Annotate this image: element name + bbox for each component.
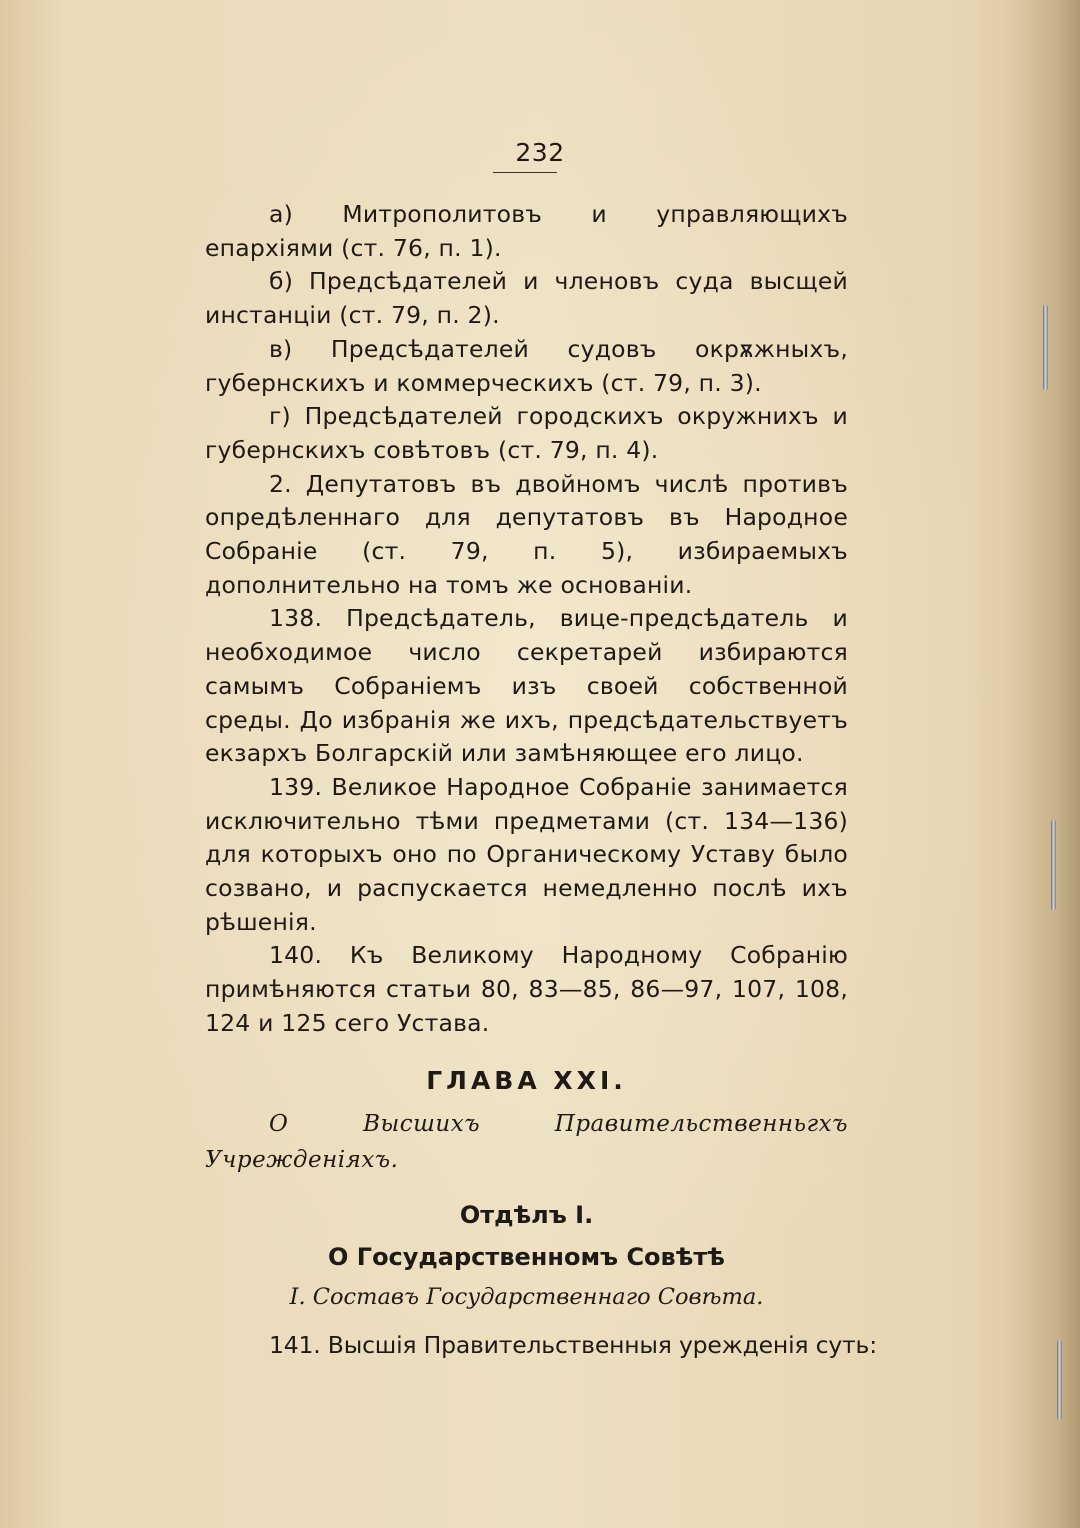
paragraph-article-141: 141. Высшія Правительственныя урежденія суть:: [269, 1330, 877, 1359]
page-number: 232: [515, 138, 565, 167]
binding-staple: [1051, 820, 1056, 910]
paragraph-article-139: 139. Великое Народное Собраніе занимается исключительно тѣми предметами (ст. 134—136) для которыхъ оно по Органическому Уставу было созвано, и распускается немедленно послѣ ихъ рѣшенія.: [205, 772, 848, 936]
main-text: [205, 198, 877, 1362]
binding-staple: [1043, 305, 1048, 390]
binding-staple: [1057, 1340, 1062, 1420]
paragraph-item-v: в) Предсѣдателей судовъ окрѫжныхъ, губернскихъ и коммерческихъ (ст. 79, п. 3).: [205, 334, 848, 397]
paragraph-article-138: 138. Предсѣдатель, вице-предсѣдатель и необходимое число секретарей избираются самымъ Собраніемъ изъ своей собственной среды. До избранія же ихъ, предсѣдательствуетъ екзархъ Болгарскій или замѣняющее его лицо.: [205, 604, 848, 768]
paragraph-item-b: б) Предсѣдателей и членовъ суда высщей инстанціи (ст. 79, п. 2).: [205, 267, 848, 330]
chapter-subtitle: О Высшихъ Правительственньгхъ Учрежденіяхъ.: [205, 1110, 848, 1173]
section-title: Отдѣлъ I.: [459, 1200, 594, 1229]
page-edge-shadow: [1010, 0, 1080, 1528]
paragraph-article-140: 140. Къ Великому Народному Собранію примѣняются статьи 80, 83—85, 86—97, 107, 108, 124 и 125 сего Устава.: [205, 941, 848, 1037]
section-subheading: I. Составъ Государственнаго Совѣта.: [289, 1283, 764, 1310]
chapter-title: ГЛАВА XXI.: [426, 1065, 627, 1095]
paragraph-item-g: г) Предсѣдателей городскихъ окружнихъ и губернскихъ совѣтовъ (ст. 79, п. 4).: [205, 402, 848, 464]
section-heading: О Государственномъ Совѣтѣ: [328, 1242, 725, 1271]
paragraph-item-2: 2. Депутатовъ въ двойномъ числѣ противъ опредѣленнаго для депутатовъ въ Народное Собраніе (ст. 79, п. 5), избираемыхъ дополнительно на томъ же основаніи.: [205, 469, 848, 599]
paragraph-item-a: а) Митрополитовъ и управляющихъ епархіями (ст. 76, п. 1).: [205, 200, 848, 262]
page-number-underline: [493, 172, 557, 173]
